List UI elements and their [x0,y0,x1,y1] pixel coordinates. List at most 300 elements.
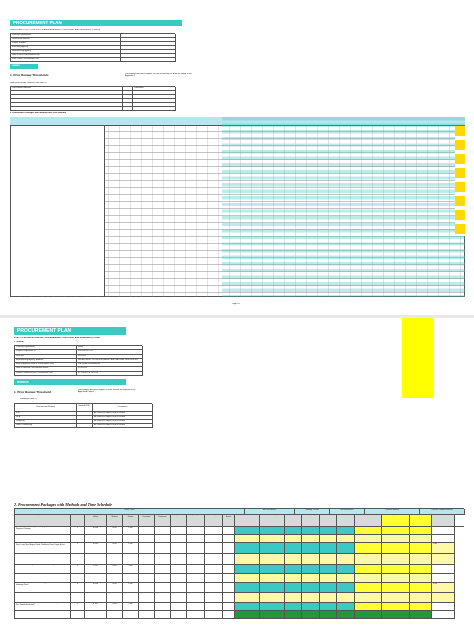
p2-cell [139,543,155,554]
p2-info-value: N.A. (prior consultations) [77,363,143,367]
p1-info-key: Date of First Procurement Plan [11,54,121,58]
p2-cell [410,543,432,554]
p2-group-impl: Contract Implementation [420,509,465,515]
p2-cell [123,611,139,619]
p2-cell-meth: NCB [107,543,123,554]
p2-cell [15,535,71,543]
p2-comments-col: Comments [93,404,153,412]
p2-cell [71,574,85,583]
p2-cell [205,543,223,554]
p2-col-header: Signature [382,515,410,527]
p2-cell [187,543,205,554]
p2-col-header: Bank No-obj [337,515,355,527]
p2-cell-plan-actual: Plan [223,527,235,535]
p2-cell [123,574,139,583]
p2-cell [235,554,260,565]
p2-cell [285,543,302,554]
p2-cell [155,543,171,554]
p2-info-key: Country/Organization [15,346,77,350]
p2-info-value: Bohol [77,346,143,350]
p2-cell-lot: 5 [71,603,85,611]
p2-cell [285,593,302,603]
p2-cell [205,611,223,619]
p2-info-key: Bank's Approval Date of Procurement Plan [15,363,77,367]
p2-cell [235,535,260,543]
p2-cell [15,593,71,603]
p2-cell [285,565,302,574]
p2-cell [337,574,355,583]
p2-cell [302,565,320,574]
p2-cell [260,535,285,543]
p2-cell [410,583,432,593]
p2-cell [123,554,139,565]
p2-cell-plan-actual: Plan [223,583,235,593]
p2-cell-plan-actual: Actual [223,554,235,565]
p1-works-table-title: Works and Goods Contracts (see Note 1) [10,82,47,84]
p2-cell-desc: Rehabilitation of Talisay-Sula-Mayuga-Coaon Road Mandau Segment Package [15,527,71,535]
p2-cell-lot: 1 [71,527,85,535]
p2-cell [320,554,337,565]
p2-cell [355,574,382,583]
p2-cell [410,574,432,583]
p2-cell [320,593,337,603]
p2-cell [260,583,285,593]
p1-works-header: WORKS [10,64,38,69]
p2-cell [155,593,171,603]
p2-cell [235,583,260,593]
p2-col-header: Plan vs Actual [223,515,235,527]
p2-cell-meth: NCB [107,583,123,593]
p2-cell [171,603,187,611]
p2-cell [355,543,382,554]
p2-cell-plan-actual: Actual [223,574,235,583]
p1-comments-col: Comments [133,87,176,91]
p2-prior-col: Prior Review Threshold (US$) [77,404,93,412]
p2-cell [355,611,382,619]
p2-info-key: Implementing Agency, Address [15,359,77,363]
p2-group-eval: Bid Evaluation [330,509,365,515]
p2-cell [107,593,123,603]
p2-col-header: Estimated Amount (US$ million) [85,515,107,527]
p2-cell [187,527,205,535]
p2-package-row [14,583,464,603]
p2-yellow-highlight-top [402,318,434,398]
p2-cell [85,554,107,565]
p2-cell [302,535,320,543]
p2-cell [139,574,155,583]
p2-cell [171,565,187,574]
p2-info-key: Loan No. [15,355,77,359]
p2-cell [171,593,187,603]
p2-cell [107,535,123,543]
p2-cell-rev: Post [123,543,139,554]
p2-package-rows [14,526,464,619]
p2-cell [337,603,355,611]
p1-schedule-desc-col [11,126,105,296]
p2-col-header: Evaluation Report [320,515,337,527]
p2-cell-desc: Construction of Sta.Rosalia - Manoyog - Olarte Mulaboo - Inabanga Road [15,583,71,593]
p2-cell [410,611,432,619]
p2-col-header: Completion Date [410,515,432,527]
p2-col-header: Bank/Bid Procedure [139,515,155,527]
p2-col-header: Contract Award [355,515,382,527]
p2-cell [302,593,320,603]
p2-method-name: Shopping [15,420,77,424]
p2-cell [235,574,260,583]
p2-cell [355,527,382,535]
p2-cell-amt: 0.115 [85,565,107,574]
p2-cell [85,535,107,543]
p2-cell [337,543,355,554]
p2-cell [235,527,260,535]
p2-cell [410,535,432,543]
p2-cell [382,554,410,565]
p2-cell [432,535,455,543]
p2-group-award: Contract Award [365,509,420,515]
p1-threshold-note: Procurement decisions subject to Prior Review by the Bank as stated in the Appendix 1 [125,73,192,77]
p2-cell [355,593,382,603]
p2-cell-comment [432,603,455,611]
p2-info-key: Date of General Procurement Notice [15,367,77,371]
p2-cell-lot: 3 [71,565,85,574]
p2-col-header: Bank No-objection [205,515,223,527]
p2-method-comment: All contracts subject to prior review [93,424,153,428]
p2-cell [337,527,355,535]
p2-cell [139,535,155,543]
p2-cell [382,543,410,554]
p2-cell [205,535,223,543]
p2-cell [302,543,320,554]
p2-procurement-plan-header: PROCUREMENT PLAN [14,327,126,335]
p2-cell [260,574,285,583]
p2-cell [123,535,139,543]
p2-package-row [14,603,464,619]
p2-cell [285,574,302,583]
p2-cell [187,565,205,574]
p1-info-key: Implementing Agency [11,50,121,54]
p2-cell [432,554,455,565]
p2-cell-rev: Post [123,603,139,611]
p2-col-header: Lot Number [71,515,85,527]
p2-cell [187,611,205,619]
p2-cell [171,611,187,619]
p2-cell [320,565,337,574]
p2-info-key: Project/Programme ID [15,350,77,354]
p2-cell-comment: Cost [432,543,455,554]
p2-col-header: Bid Opening [302,515,320,527]
p2-cell-lot: 2 [71,543,85,554]
p1-method-col: Procurement Method [11,87,123,91]
p2-cell [432,574,455,583]
p2-cell-rev: Post [123,527,139,535]
p2-cell [382,574,410,583]
p2-col-header: Budget Approval [187,515,205,527]
p2-cell-lot: 4 [71,583,85,593]
p2-method-name: ICB [15,412,77,416]
p2-cell [320,535,337,543]
p2-group-basic: Basic Data [15,509,245,515]
p2-cell-plan-actual: Plan [223,565,235,574]
p2-method-comment: All contracts subject to prior review [93,416,153,420]
p2-cell [235,603,260,611]
p2-cell [155,527,171,535]
p2-cell [71,611,85,619]
p2-col-header: Bank No-obj [260,515,285,527]
p2-cell [302,574,320,583]
p2-cell [410,565,432,574]
p2-cell [320,583,337,593]
p2-cell [171,535,187,543]
p2-col-header: Comments [432,515,455,527]
p2-col-header: Domestic Preference [155,515,171,527]
p2-cell [302,527,320,535]
p2-cell-plan-actual: Actual [223,593,235,603]
p2-cell [85,611,107,619]
p2-cell [187,603,205,611]
p1-threshold-title: 1. Prior Review Thresholds [10,73,49,77]
p2-col-header: Description of Contract [15,515,71,527]
p2-cell [205,603,223,611]
p2-cell [285,611,302,619]
p2-cell [337,554,355,565]
p2-method-col: Procurement Method [15,404,77,412]
p2-cell [107,554,123,565]
p1-procurement-plan-header: PROCUREMENT PLAN [10,20,182,26]
p2-cell [187,583,205,593]
p2-cell [260,554,285,565]
p2-cell [205,554,223,565]
p2-info-table [14,345,142,376]
p2-cell [320,574,337,583]
p2-cell [285,527,302,535]
p2-cell-rev: Post [123,565,139,574]
p2-cell [382,583,410,593]
p2-cell [382,565,410,574]
p2-cell-comment [432,527,455,535]
p2-cell [355,603,382,611]
p2-cell [320,603,337,611]
p2-cell [337,611,355,619]
p2-cell [285,583,302,593]
page-1 [0,0,474,315]
p2-cell-amt: 0.085 [85,543,107,554]
p2-cell [205,593,223,603]
p2-cell [71,535,85,543]
p2-group-bidding: Bidding Period [295,509,330,515]
p2-cell-amt: 0.098 [85,527,107,535]
p2-cell [155,603,171,611]
p2-cell [171,543,187,554]
p1-comments-yellow-col [455,126,465,236]
p2-cell [432,611,455,619]
p2-cell [302,554,320,565]
p2-works-table-title: Works(see Note 1) [20,398,37,400]
p2-method-name: Direct Contracting [15,424,77,428]
p2-cell [382,535,410,543]
p2-cell [15,574,71,583]
p2-cell [382,603,410,611]
p2-cell [139,593,155,603]
p2-cell [155,611,171,619]
p2-cell [139,565,155,574]
p2-cell-meth: NCB [107,603,123,611]
p2-cell [302,583,320,593]
p1-info-key: Loan/Grant Number [11,38,121,42]
p2-cell-desc: Rehabilitation of Mabinga Water District and Drainage Structure/ Sta. Rosalia Boulevard [15,603,71,611]
p2-cell-plan-actual: Plan [223,543,235,554]
p2-cell-comment: Post [432,583,455,593]
p2-col-header: Issue Invitation [285,515,302,527]
p2-works-header: WORKS [14,379,126,385]
p2-method-name: NCB [15,416,77,420]
p2-cell [123,593,139,603]
p1-page-number: Page 1/1 [232,303,241,305]
p2-cell [355,554,382,565]
p2-section-general: 1. General [14,341,24,343]
p2-cell-plan-actual: Actual [223,611,235,619]
p2-info-value: 9/29/2014 [77,367,143,371]
p2-cell [187,593,205,603]
p2-cell [205,565,223,574]
p2-threshold-note: Procurement decisions subject to Prior Review as required in the Appraised Project [78,389,136,393]
p2-cell-meth: NCB [107,565,123,574]
p2-cell [285,554,302,565]
p2-cell [235,611,260,619]
p2-cell [139,611,155,619]
p2-cell [107,611,123,619]
p2-cell [355,565,382,574]
p2-col-header: Prior/Post Review [123,515,139,527]
p2-cell [107,574,123,583]
p2-col-header: Prequalification [171,515,187,527]
p2-cell [382,593,410,603]
p2-cell [337,583,355,593]
p2-cell [260,565,285,574]
p2-cell [260,543,285,554]
p2-cell [355,535,382,543]
p2-cell [337,565,355,574]
p2-package-row [14,543,464,565]
p2-cell [15,611,71,619]
p1-method-table [10,86,175,111]
p2-cell [171,527,187,535]
p2-package-row [14,526,464,543]
p2-cell [260,593,285,603]
page-2 [0,318,474,632]
p2-cell [410,527,432,535]
p2-group-biddocs: Bid Documents [245,509,295,515]
p2-cell [15,554,71,565]
p2-cell [171,583,187,593]
p2-cell [320,543,337,554]
p2-info-key: Period Covered by this Procurement Plan [15,372,77,376]
p2-cell [320,527,337,535]
p2-method-comment: All contracts subject to prior review [93,412,153,416]
p2-cell [355,583,382,593]
p2-cell [410,593,432,603]
p2-cell [302,611,320,619]
p2-cell [187,535,205,543]
p2-cell [337,593,355,603]
p2-cell [171,574,187,583]
p2-cell [155,565,171,574]
p2-col-header: Preparation Bid Docs [235,515,260,527]
p2-col-header: Procurement Method [107,515,123,527]
p2-cell [260,603,285,611]
p2-cell [432,593,455,603]
p2-cell [285,603,302,611]
p2-cell [205,574,223,583]
p2-package-row [14,565,464,583]
p2-cell [410,603,432,611]
p2-info-value: DEPARTMENT OF ENVIRONMENT AND NATURAL RESOURCES [77,359,143,363]
p2-cell [302,603,320,611]
p2-cell [382,527,410,535]
p2-cell-amt: 0.101 [85,603,107,611]
p1-schedule-cyan-band [222,117,465,297]
p2-info-value: FY 2014/15 & 2015/16 [77,372,143,376]
p2-cell-rev: Post [123,583,139,593]
p2-info-value: PH-R-8093-1211 [77,350,143,354]
p2-cell [139,554,155,565]
p2-cell [139,603,155,611]
p2-cell [285,535,302,543]
p1-info-key: Date of this Procurement Plan [11,58,121,62]
p2-cell [410,554,432,565]
p2-cell-meth: NCB [107,527,123,535]
p2-cell-plan-actual: Actual [223,535,235,543]
p2-cell [155,554,171,565]
p2-cell [260,527,285,535]
p2-cell [139,527,155,535]
p2-cell [205,583,223,593]
p2-cell [187,554,205,565]
p2-cell [155,574,171,583]
p2-threshold-title: 1. Prior Review Threshold [14,390,51,394]
p2-info-value: 8093-PH [77,355,143,359]
p2-cell [382,611,410,619]
p2-cell [205,527,223,535]
p2-cell-desc: Construction of Bridges - Mindol / Urdaneta Region [15,565,71,574]
p2-method-comment: All contracts subject to prior review [93,420,153,424]
p2-cell [71,554,85,565]
p2-method-table [14,403,152,428]
p2-cell-comment [432,565,455,574]
p1-packages-title: 2. Procurement Packages with Methods and Time Schedule [10,112,67,114]
p2-cell [235,543,260,554]
p2-cell [260,611,285,619]
p2-cell [155,535,171,543]
p2-cell [171,554,187,565]
p2-cell [85,593,107,603]
p1-info-key: Executing Agency [11,46,121,50]
p2-cell-plan-actual: Plan [223,603,235,611]
p1-info-table [10,33,175,62]
p2-project-line: POST-TYPHOON RECONSTRUCTION EMERGENCY RECOVERY AND RESILIENCE (TPERR) [14,337,101,339]
p1-info-key: Country/Organization [11,34,121,38]
p2-cell [155,583,171,593]
p2-cell [337,535,355,543]
p2-cell [320,611,337,619]
p2-cell [187,574,205,583]
p2-packages-title: 2. Procurement Packages with Methods and Time Schedule [14,502,113,507]
p2-cell-amt: 0.096 [85,583,107,593]
p1-info-key: Project Number [11,42,121,46]
p2-cell [235,593,260,603]
p2-cell [139,583,155,593]
p2-cell-desc: Orthoxamoric / Sebaviani Road: Segments at Mandaue/Mabini Spot: Loop River/Nagua Road / Mandaue Road Cagan Bohol [15,543,71,554]
p2-cell [85,574,107,583]
